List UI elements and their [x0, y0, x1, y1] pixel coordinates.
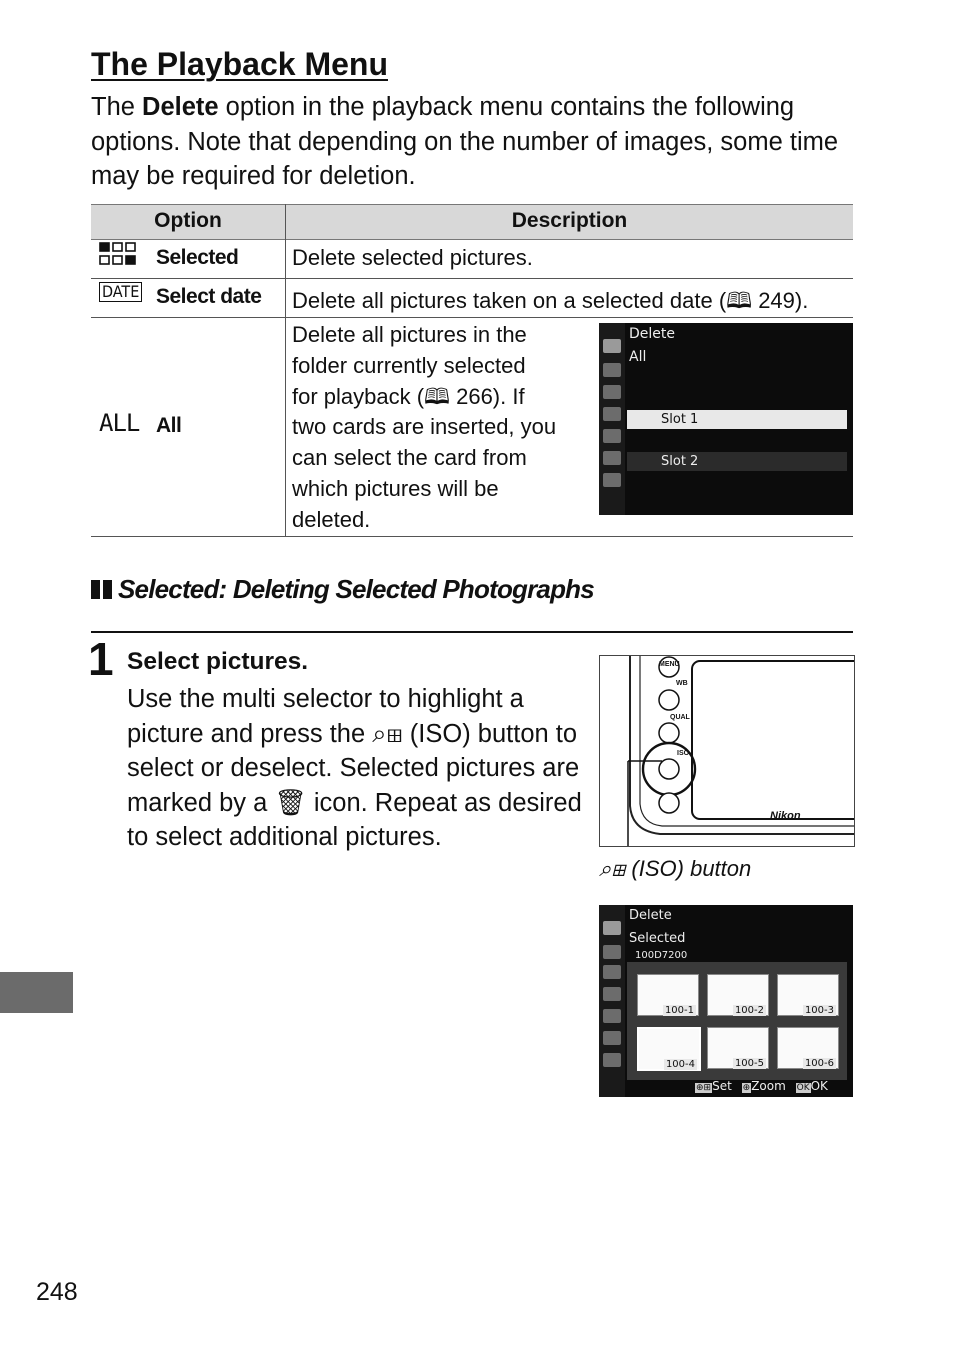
- table-row: [91, 239, 853, 279]
- iso-label: ISO: [677, 750, 690, 757]
- desc-all: Delete all pictures in the folder currently selected for playback (🕮 266). If two cards are inserted, you can select the card from which pictures will be deleted.: [292, 322, 557, 532]
- option-selected: Selected: [156, 246, 239, 269]
- table-row: [91, 279, 853, 318]
- header-description: Description: [511, 209, 628, 232]
- pencil-icon: [603, 407, 621, 421]
- camera-back-illustration: [599, 655, 855, 847]
- step-text: Use the multi selector to highlight a picture and press the ⌕⊞ (ISO) button to select or deselect. Selected pictures are marked by a 🗑 icon. Repeat as desired to select additional pictures.: [127, 685, 582, 852]
- page-number: 248: [36, 1278, 78, 1306]
- menu-sidebar: [599, 905, 625, 1097]
- delete-menu-screen: [599, 323, 853, 515]
- folder-label: 100D7200: [635, 950, 688, 961]
- date-icon: DATE: [99, 282, 142, 302]
- thumbnail[interactable]: 100-3: [777, 974, 839, 1016]
- section-rule: [91, 631, 853, 633]
- selected-grid-icon: [99, 242, 137, 269]
- slot1-item[interactable]: Slot 1: [627, 410, 847, 429]
- all-icon: ALL: [99, 409, 140, 437]
- screen-subtitle: Selected: [629, 931, 686, 946]
- menu-label: MENU: [659, 661, 680, 668]
- delete-selected-screen: [599, 905, 853, 1097]
- intro-post: option in the playback menu contains the following options. Note that depending on the number of images, some time may be required for deletion.: [91, 93, 839, 190]
- thumbnail[interactable]: 100-1: [637, 974, 699, 1016]
- thumbnail[interactable]: 100-5: [707, 1027, 769, 1069]
- wb-label: WB: [676, 680, 688, 687]
- desc-selected: Delete selected pictures.: [292, 245, 533, 270]
- menu-title: Delete: [629, 326, 675, 342]
- page-title: The Playback Menu: [91, 46, 388, 82]
- screen-footer: ⊕⊞Set ⊕Zoom OKOK: [696, 1079, 828, 1093]
- nikon-logo: Nikon: [770, 810, 801, 822]
- header-option: Option: [154, 209, 222, 232]
- screen-title: Delete: [629, 908, 672, 923]
- thumbnail[interactable]: 100-6: [777, 1027, 839, 1069]
- camera-icon: [603, 363, 621, 377]
- slot2-item[interactable]: Slot 2: [627, 452, 847, 471]
- movie-icon: [603, 385, 621, 399]
- table-header: [91, 204, 853, 240]
- chapter-tab: [0, 972, 73, 1013]
- section-heading: Selected: Deleting Selected Photographs: [91, 574, 594, 605]
- intro-bold: Delete: [142, 93, 219, 121]
- option-all: All: [156, 414, 182, 437]
- menu-subtitle: All: [629, 349, 647, 365]
- playback-icon: [603, 339, 621, 353]
- intro-pre: The: [91, 93, 143, 121]
- thumbnail-highlighted[interactable]: 100-4: [637, 1027, 701, 1071]
- qual-label: QUAL: [670, 714, 690, 721]
- button-caption: ⌕⊞ (ISO) button: [599, 856, 752, 881]
- retouch-icon: [603, 451, 621, 465]
- desc-select-date: Delete all pictures taken on a selected date (🕮 249).: [292, 288, 809, 313]
- thumbnail[interactable]: 100-2: [707, 974, 769, 1016]
- step-number: 1: [88, 633, 114, 685]
- wrench-icon: [603, 429, 621, 443]
- intro-paragraph: [91, 90, 871, 194]
- option-select-date: Select date: [156, 285, 262, 308]
- menu-sidebar: [599, 323, 625, 515]
- mymenu-icon: [603, 473, 621, 487]
- step-heading: Select pictures.: [127, 648, 309, 675]
